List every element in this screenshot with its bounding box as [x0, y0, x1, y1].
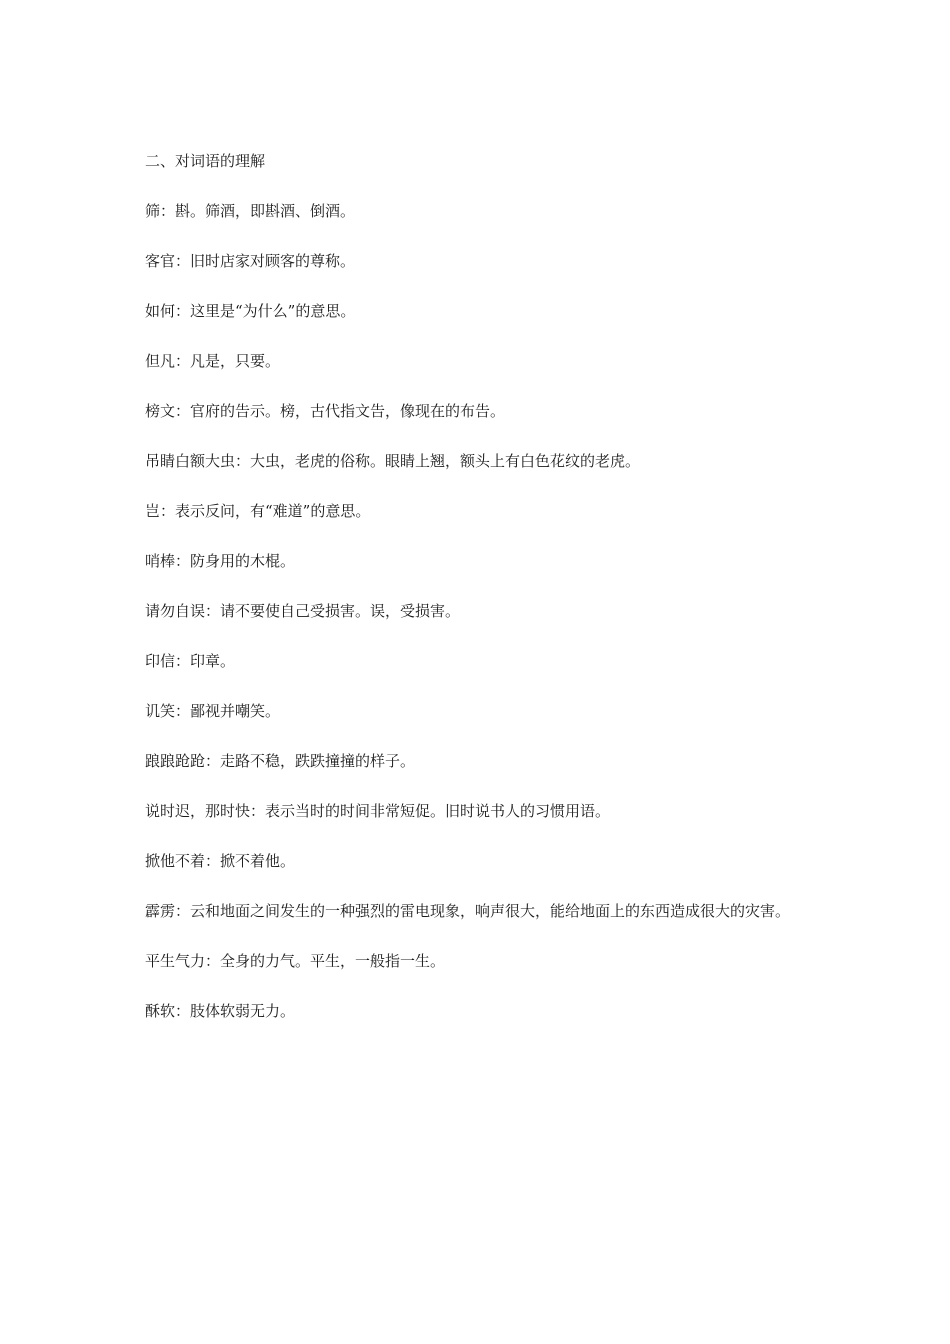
glossary-entry: 吊睛白额大虫：大虫，老虎的俗称。眼睛上翘，额头上有白色花纹的老虎。 — [145, 452, 641, 470]
glossary-entry: 榜文：官府的告示。榜，古代指文告，像现在的布告。 — [145, 402, 506, 420]
glossary-entry: 印信：印章。 — [145, 652, 236, 670]
glossary-entry: 请勿自误：请不要使自己受损害。误，受损害。 — [145, 602, 461, 620]
glossary-entry: 酥软：肢体软弱无力。 — [145, 1002, 296, 1020]
glossary-entry: 霹雳：云和地面之间发生的一种强烈的雷电现象，响声很大，能给地面上的东西造成很大的灾害。 — [145, 902, 791, 920]
glossary-entry: 客官：旧时店家对顾客的尊称。 — [145, 252, 356, 270]
glossary-entry: 踉踉跄跄：走路不稳，跌跌撞撞的样子。 — [145, 752, 416, 770]
glossary-entry: 筛：斟。筛酒，即斟酒、倒酒。 — [145, 202, 356, 220]
glossary-entry: 但凡：凡是，只要。 — [145, 352, 281, 370]
glossary-entry: 掀他不着：掀不着他。 — [145, 852, 296, 870]
glossary-entry: 岂：表示反问，有“难道”的意思。 — [145, 502, 371, 520]
glossary-entry: 说时迟，那时快：表示当时的时间非常短促。旧时说书人的习惯用语。 — [145, 802, 611, 820]
glossary-entry: 如何：这里是“为什么”的意思。 — [145, 302, 356, 320]
document-page — [145, 150, 815, 1050]
glossary-entry: 平生气力：全身的力气。平生，一般指一生。 — [145, 952, 446, 970]
glossary-entry: 哨棒：防身用的木棍。 — [145, 552, 296, 570]
section-heading: 二、对词语的理解 — [145, 152, 266, 170]
glossary-entry: 讥笑：鄙视并嘲笑。 — [145, 702, 281, 720]
